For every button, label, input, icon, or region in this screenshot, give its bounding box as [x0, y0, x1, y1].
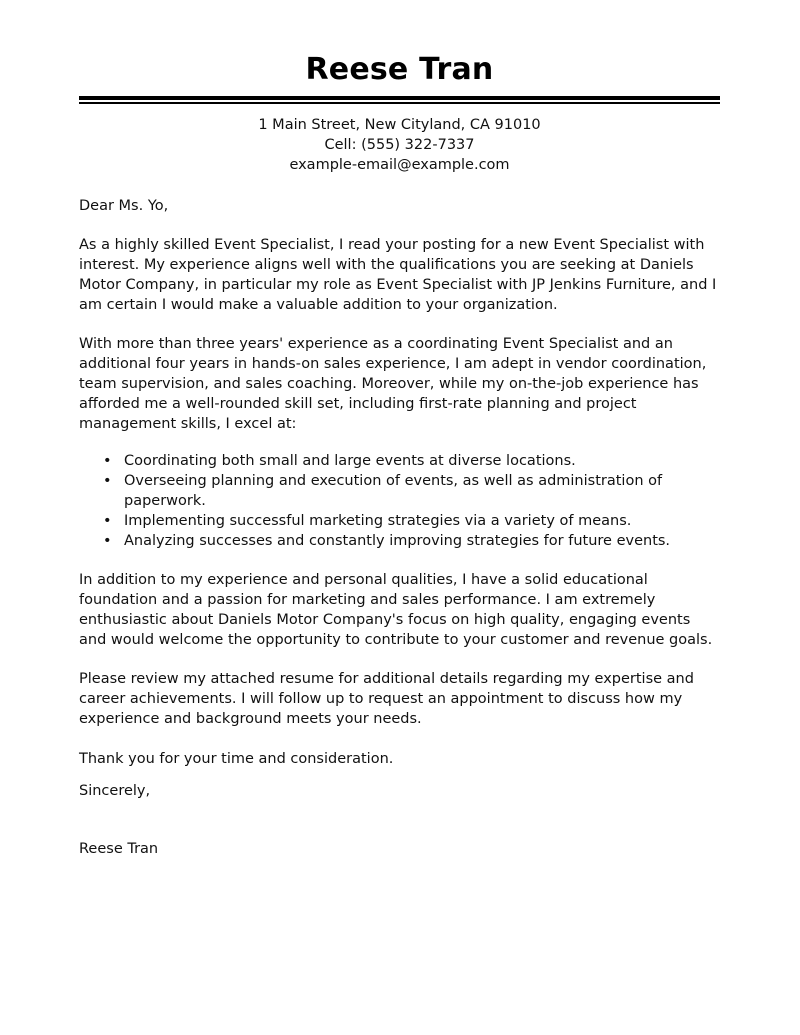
paragraph-followup: Please review my attached resume for additional details regarding my expertise and career achievements. I will follow up to request an appointment to discuss how my experience and background meets your needs. — [79, 671, 694, 727]
paragraph-qualities: In addition to my experience and personal qualities, I have a solid educational foundation and a passion for marketing and sales performance. I am extremely enthusiastic about Daniels Motor Company's focus on high quality, engaging events and would welcome the opportunity to contribute to your customer and revenue goals. — [79, 572, 713, 648]
list-item — [79, 511, 720, 531]
contact-address: 1 Main Street, New Cityland, CA 91010 — [258, 117, 541, 133]
list-item — [79, 451, 720, 471]
paragraph-intro: As a highly skilled Event Specialist, I read your posting for a new Event Specialist with interest. My experience aligns well with the qualifications you are seeking at Daniels Motor Company, in particular my role as Event Specialist with JP Jenkins Furniture, and I am certain I would make a valuable addition to your organization. — [79, 237, 717, 313]
bullet-icon: • — [103, 473, 112, 489]
salutation: Dear Ms. Yo, — [79, 198, 169, 214]
bullet-icon: • — [103, 513, 112, 529]
closing-thanks: Thank you for your time and consideration. — [79, 751, 394, 767]
paragraph-experience: With more than three years' experience as a coordinating Event Specialist and an additional four years in hands-on sales experience, I am adept in vendor coordination, team supervision, and sales coaching. Moreover, while my on-the-job experience has afforded me a well-rounded skill set, including first-rate planning and project management skills, I excel at: — [79, 336, 707, 432]
applicant-name: Reese Tran — [305, 52, 494, 87]
bullet-icon: • — [103, 533, 112, 549]
signature-name: Reese Tran — [79, 841, 159, 857]
divider-thin-bar — [79, 102, 720, 104]
list-item-text: Overseeing planning and execution of events, as well as administration of paperwork. — [124, 473, 663, 509]
list-item — [79, 531, 720, 551]
closing-sincerely: Sincerely, — [79, 783, 151, 799]
list-item — [79, 471, 720, 511]
bullet-icon: • — [103, 453, 112, 469]
header-divider — [79, 96, 720, 104]
letter-header — [79, 0, 720, 88]
contact-email: example-email@example.com — [289, 157, 510, 173]
list-item-text: Implementing successful marketing strategies via a variety of means. — [124, 513, 632, 529]
skills-bullet-list — [79, 451, 720, 551]
list-item-text: Analyzing successes and constantly improving strategies for future events. — [124, 533, 671, 549]
contact-block — [79, 115, 720, 175]
cover-letter — [79, 0, 720, 859]
contact-phone: Cell: (555) 322-7337 — [324, 137, 475, 153]
list-item-text: Coordinating both small and large events at diverse locations. — [124, 453, 576, 469]
